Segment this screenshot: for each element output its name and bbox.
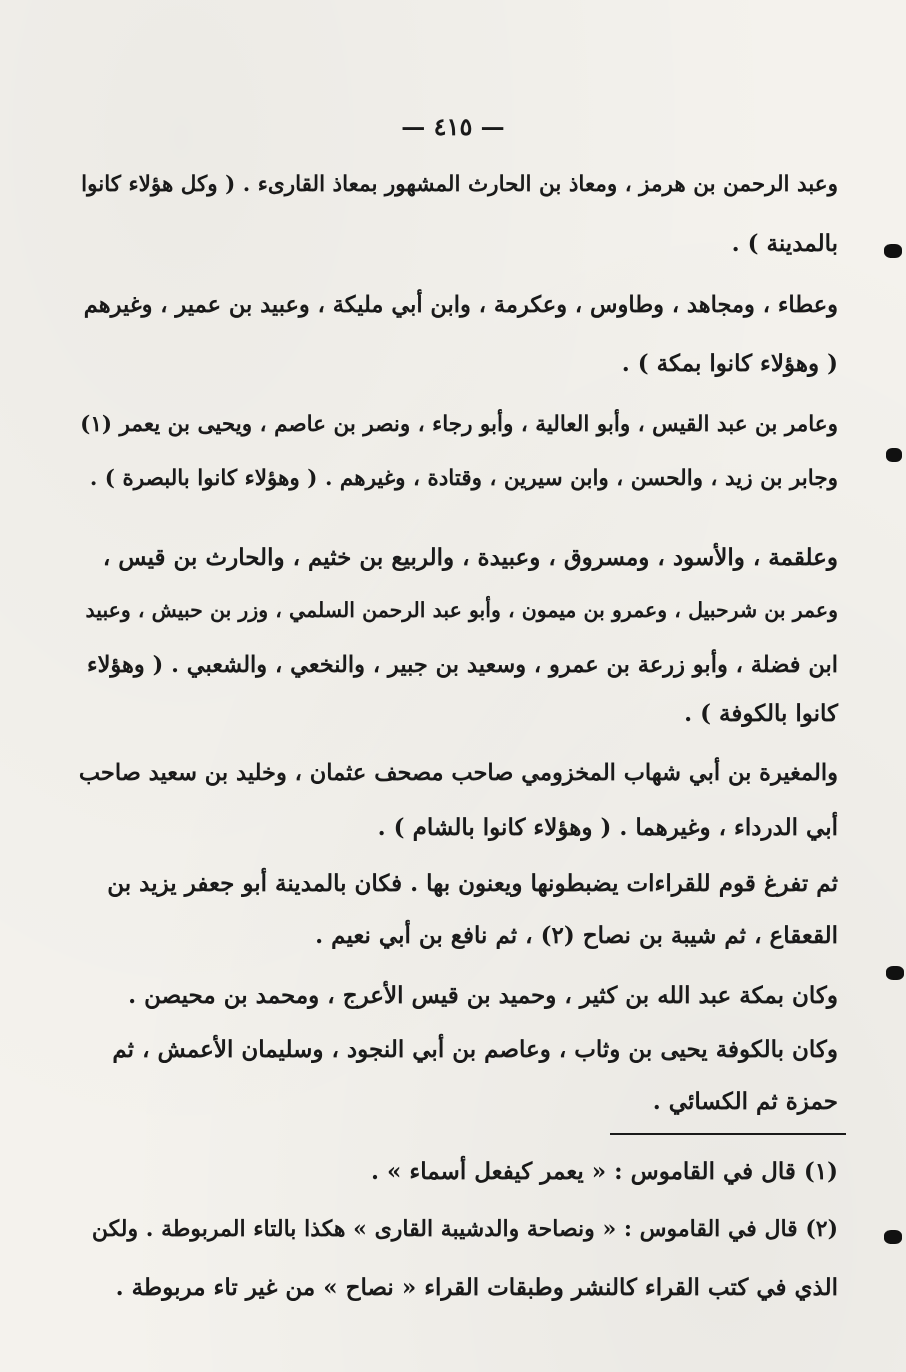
text-line: أبي الدرداء ، وغيرهما . ( وهؤلاء كانوا بالشام ) . — [377, 814, 838, 841]
text-line: ( وهؤلاء كانوا بمكة ) . — [621, 350, 838, 377]
text-line: وكان بمكة عبد الله بن كثير ، وحميد بن قيس الأعرج ، ومحمد بن محيصن . — [128, 982, 838, 1009]
text-line: بالمدينة ) . — [731, 230, 838, 257]
text-line: القعقاع ، ثم شيبة بن نصاح (٢) ، ثم نافع بن أبي نعيم . — [315, 922, 838, 949]
text-line: وعمر بن شرحبيل ، وعمرو بن ميمون ، وأبو عبد الرحمن السلمي ، وزر بن حبيش ، وعبيد — [85, 598, 838, 622]
text-line: كانوا بالكوفة ) . — [684, 700, 838, 727]
text-line: وكان بالكوفة يحيى بن وثاب ، وعاصم بن أبي النجود ، وسليمان الأعمش ، ثم — [112, 1036, 838, 1063]
text-line: ثم تفرغ قوم للقراءات يضبطونها ويعنون بها . فكان بالمدينة أبو جعفر يزيد بن — [107, 870, 838, 897]
text-line: وعبد الرحمن بن هرمز ، ومعاذ بن الحارث المشهور بمعاذ القارىء . ( وكل هؤلاء كانوا — [81, 172, 838, 197]
footnote-separator — [610, 1133, 846, 1135]
text-line: ابن فضلة ، وأبو زرعة بن عمرو ، وسعيد بن جبير ، والنخعي ، والشعبي . ( وهؤلاء — [86, 652, 838, 678]
text-line: وعامر بن عبد القيس ، وأبو العالية ، وأبو رجاء ، ونصر بن عاصم ، ويحيى بن يعمر (١) — [80, 412, 838, 437]
binding-mark — [884, 244, 902, 258]
footnote-line: الذي في كتب القراء كالنشر وطبقات القراء « نصاح » من غير تاء مربوطة . — [115, 1274, 838, 1301]
binding-mark — [886, 448, 902, 462]
page-number: — ٤١٥ — — [401, 112, 505, 141]
text-line: وعلقمة ، والأسود ، ومسروق ، وعبيدة ، والربيع بن خثيم ، والحارث بن قيس ، — [102, 544, 838, 571]
text-line: وجابر بن زيد ، والحسن ، وابن سيرين ، وقتادة ، وغيرهم . ( وهؤلاء كانوا بالبصرة ) . — [89, 466, 838, 491]
text-line: وعطاء ، ومجاهد ، وطاوس ، وعكرمة ، وابن أبي مليكة ، وعبيد بن عمير ، وغيرهم — [83, 292, 838, 318]
footnote-line: (٢) قال في القاموس : « ونصاحة والدشيبة القارى » هكذا بالتاء المربوطة . ولكن — [91, 1216, 838, 1242]
binding-mark — [886, 966, 904, 980]
text-line: حمزة ثم الكسائي . — [652, 1088, 838, 1115]
footnote-line: (١) قال في القاموس : « يعمر كيفعل أسماء » . — [371, 1158, 838, 1185]
text-line: والمغيرة بن أبي شهاب المخزومي صاحب مصحف عثمان ، وخليد بن سعيد صاحب — [78, 760, 838, 786]
binding-mark — [884, 1230, 902, 1244]
